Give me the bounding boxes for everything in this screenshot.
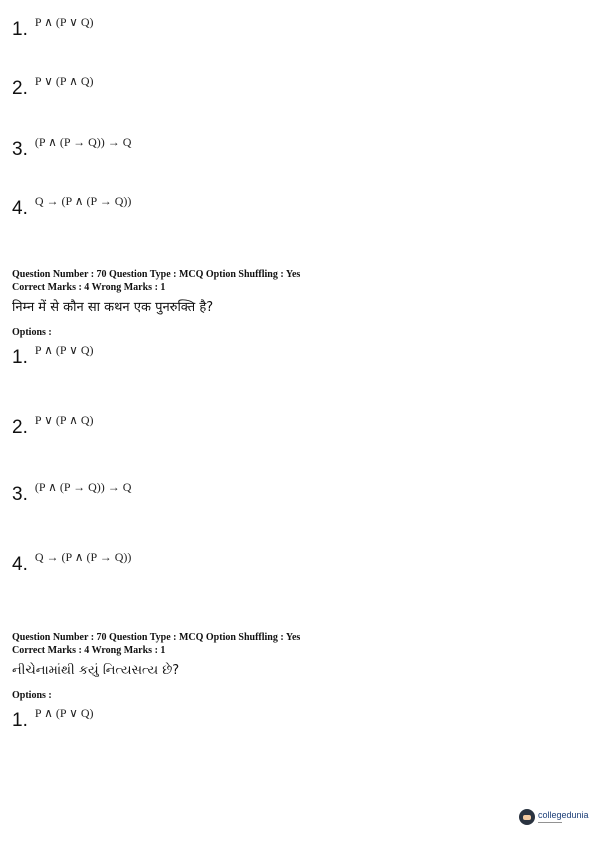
question-text: निम्न में से कौन सा कथन एक पुनरुक्ति है?: [12, 300, 214, 315]
options-label: Options :: [12, 690, 52, 701]
collegedunia-mascot-icon: [519, 809, 535, 825]
option-expression: (P ∧ (P → Q)) → Q: [34, 135, 132, 149]
option-h3: [12, 480, 132, 505]
logo-tagline-graphic: ▬▬▬▬▬▬▬▬: [538, 820, 562, 824]
question-meta: [12, 631, 300, 657]
question-text: નીચેનામાંથી કયું નિત્યસત્ય છે?: [12, 663, 180, 678]
question-meta-line1: Question Number : 70 Question Type : MCQ Option Shuffling : Yes: [12, 269, 301, 280]
option-number: 3.: [12, 484, 28, 505]
option-number: 1.: [12, 710, 28, 731]
question-meta-line1: Question Number : 70 Question Type : MCQ Option Shuffling : Yes: [12, 632, 301, 643]
option-expression: Q → (P ∧ (P → Q)): [34, 550, 132, 564]
option-expression: P ∧ (P ∨ Q): [34, 706, 94, 720]
option-number: 4.: [12, 198, 28, 219]
option-expression: (P ∧ (P → Q)) → Q: [34, 480, 132, 494]
option-h4: [12, 550, 132, 575]
option-number: 2.: [12, 78, 28, 99]
option-expression: P ∧ (P ∨ Q): [34, 343, 94, 357]
collegedunia-logo: [519, 809, 589, 825]
option-a4: [12, 194, 132, 219]
options-label: Options :: [12, 327, 52, 338]
option-expression: Q → (P ∧ (P → Q)): [34, 194, 132, 208]
logo-name: collegedunia: [538, 810, 589, 820]
option-h1: [12, 343, 94, 368]
option-number: 1.: [12, 347, 28, 368]
option-number: 1.: [12, 19, 28, 40]
option-a3: [12, 135, 132, 160]
option-number: 2.: [12, 417, 28, 438]
option-expression: P ∧ (P ∨ Q): [34, 15, 94, 29]
option-a1: [12, 15, 94, 40]
option-expression: P ∨ (P ∧ Q): [34, 413, 94, 427]
option-number: 4.: [12, 554, 28, 575]
question-meta-line2: Correct Marks : 4 Wrong Marks : 1: [12, 282, 166, 293]
option-a2: [12, 74, 94, 99]
option-g1: [12, 706, 94, 731]
option-expression: P ∨ (P ∧ Q): [34, 74, 94, 88]
question-meta: [12, 268, 300, 294]
option-h2: [12, 413, 94, 438]
option-number: 3.: [12, 139, 28, 160]
question-meta-line2: Correct Marks : 4 Wrong Marks : 1: [12, 645, 166, 656]
